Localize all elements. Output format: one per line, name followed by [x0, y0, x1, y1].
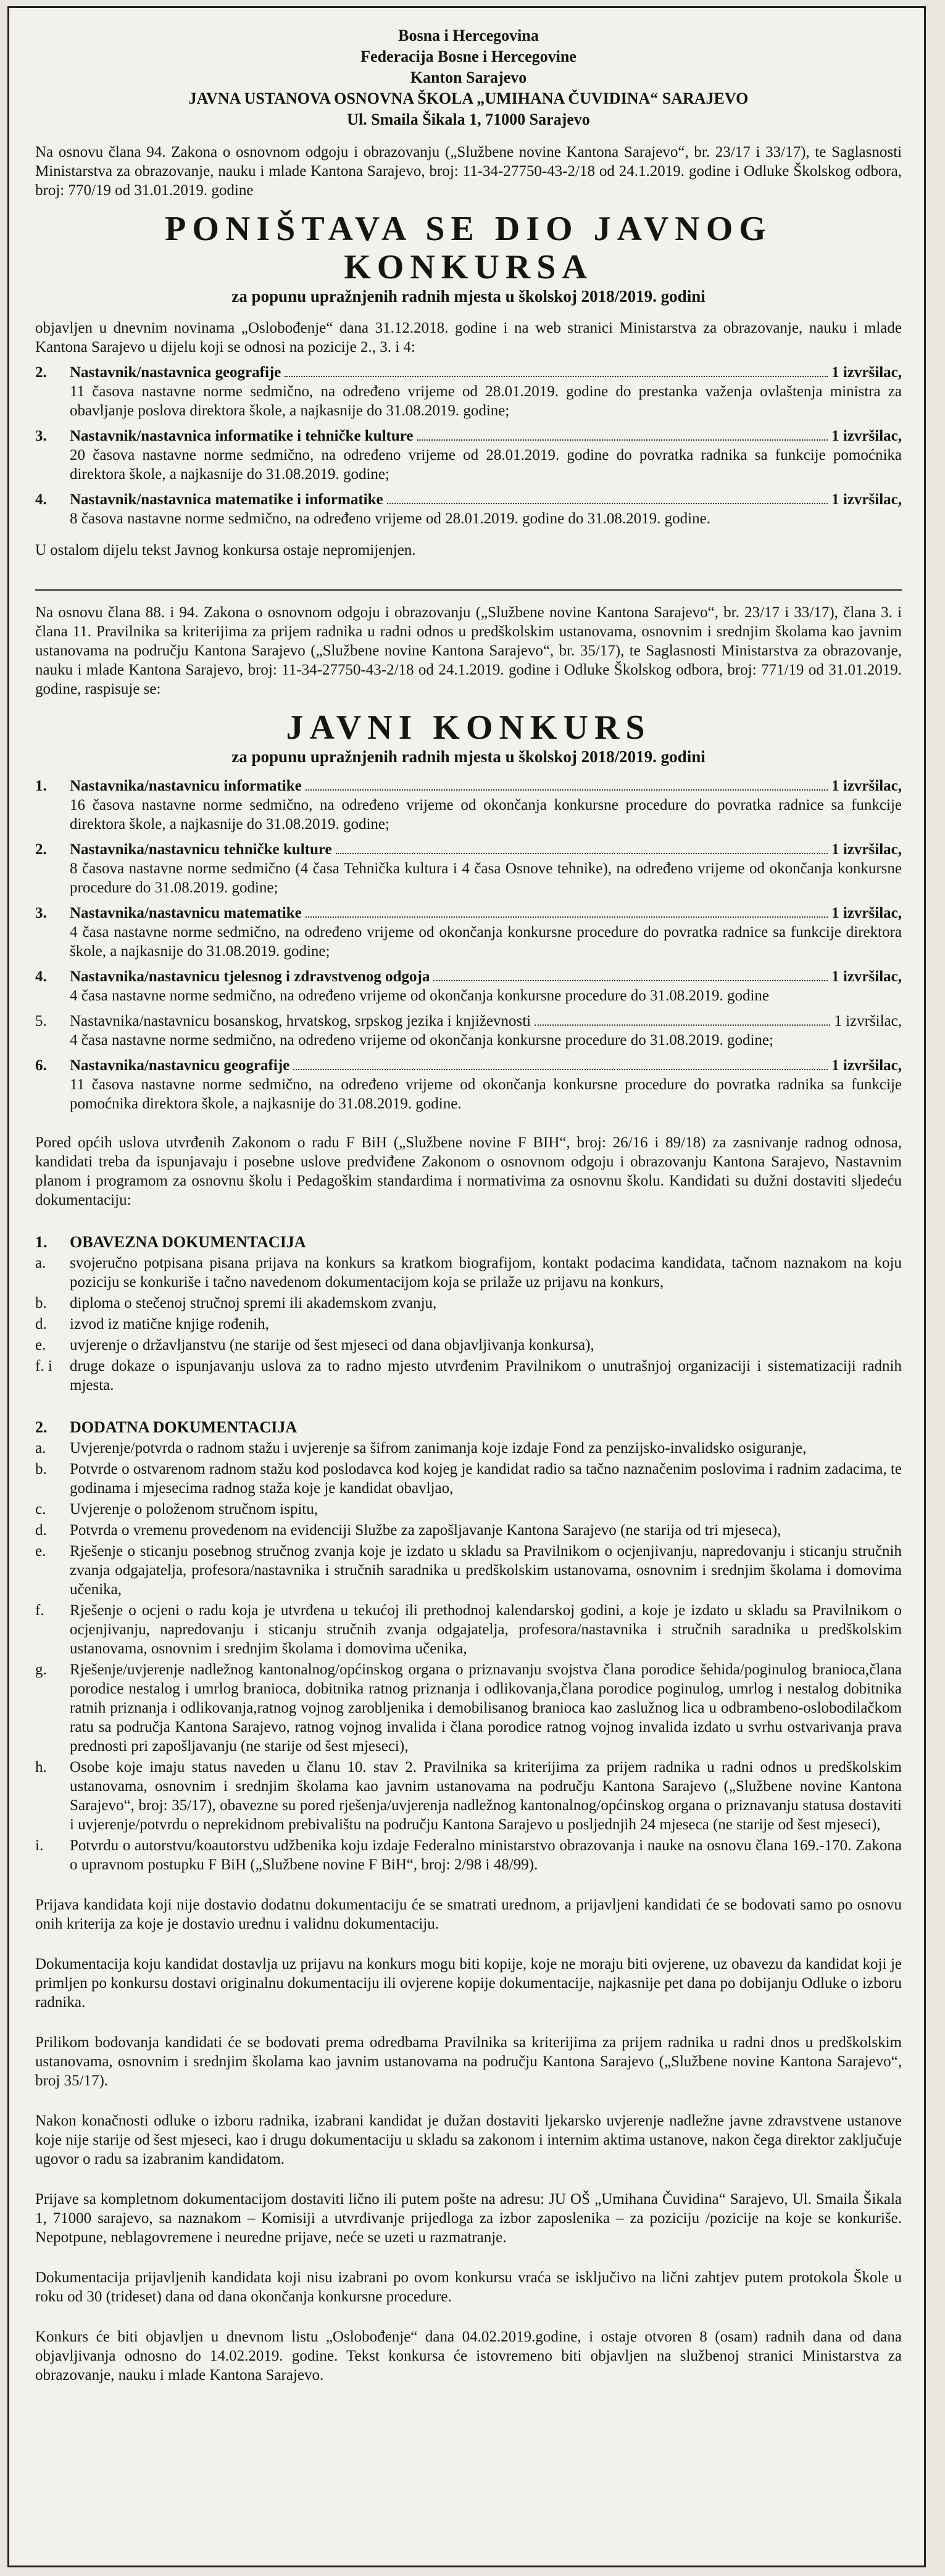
item-text: diploma o stečenoj stručnoj spremi ili akademskom zvanju,: [70, 1295, 437, 1311]
position-number: 6.: [35, 1057, 47, 1074]
item-text: Potvrdu o autorstvu/koautorstvu udžbenika koju izdaje Federalno ministarstvo obrazovanja i nauke na osnovu člana 169.-170. Zakona o upravnom postupku F BiH („Službene novine F BiH“, broj: 2/98 i 48/99).: [70, 1837, 902, 1873]
list-item: [35, 1836, 902, 1874]
item-text: Rješenje o sticanju posebnog stručnog zvanja koje je izdato u skladu sa Pravilnikom o ocjenjivanju, napredovanju i sticanju stručnih zvanja odgajatelja, profesora/nastavnika i stručnih saradnika u predškolskim ustanovama, osnovnim i srednjim školama i domovima učenika,: [70, 1543, 902, 1598]
item-letter: b.: [35, 1461, 47, 1477]
position-number: 4.: [35, 968, 47, 985]
list-item: [35, 1500, 902, 1519]
item-text: izvod iz matične knjige rođenih,: [70, 1316, 269, 1332]
open-position: [35, 967, 902, 1005]
closing-paragraph: Prijava kandidata koji nije dostavio dodatnu dokumentaciju će se smatrati urednom, a prijavljeni kandidati će se bodovati samo po osnovu onih kriterija za koje je dostavio urednu i validnu dokumentaciju.: [35, 1897, 902, 1932]
position-title: Nastavnik/nastavnica informatike i tehničke kulture: [70, 428, 414, 444]
header-canton: Kanton Sarajevo: [410, 69, 527, 86]
item-text: Rješenje o ocjeni o radu koja je utvrđena u tekućoj ili prethodnoj kalendarskoj godini, a koje je izdato u skladu sa Pravilnikom o ocjenjivanju, napredovanju i sticanju stručnih zvanja odgajatelja, profesora/nastavnika i stručnih saradnika u predškolskim ustanovama, osnovnim i srednjim školama i domovima učenika,: [70, 1602, 902, 1657]
item-letter: a.: [35, 1440, 46, 1456]
position-description: 4 časa nastavne norme sedmično, na određeno vrijeme od okončanja konkursne procedure do povratka radnice sa funkcije direktora škole, a najkasnije do 31.08.2019. godine;: [70, 924, 902, 960]
position-description: 16 časova nastavne norme sedmično, na određeno vrijeme od okončanja konkursne procedure do povratka radnice sa funkcije direktora škole, a najkasnije do 31.08.2019. godine;: [70, 797, 902, 833]
position-count: 1 izvršilac,: [834, 1013, 902, 1029]
position-count: 1 izvršilac,: [831, 841, 902, 858]
position-description: 8 časova nastavne norme sedmično, na određeno vrijeme od 28.01.2019. godine do 31.08.2019. godine.: [70, 510, 710, 527]
list-item: [35, 1336, 902, 1355]
position-number: 3.: [35, 428, 47, 444]
intro-paragraph-1: Na osnovu člana 94. Zakona o osnovnom odgoju i obrazovanju („Službene novine Kantona Sarajevo“, br. 23/17 i 33/17), te Saglasnosti Ministarstva za obrazovanje, nauku i mlade Kantona Sarajevo, broj: 11-34-27750-43-2/18 od 24.1.2019. godine i Odluke Školskog odbora, broj: 770/19 od 31.01.2019. godine: [35, 144, 902, 199]
header-federation: Federacija Bosne i Hercegovine: [360, 48, 577, 65]
document-page: [7, 6, 926, 2567]
position-title: Nastavnika/nastavnicu tehničke kulture: [70, 841, 332, 858]
competition-title: JAVNI KONKURS: [286, 708, 651, 747]
open-position: [35, 904, 902, 961]
position-title: Nastavnika/nastavnicu bosanskog, hrvatskog, srpskog jezika i književnosti: [70, 1013, 531, 1029]
list-item: [35, 1357, 902, 1395]
cancelled-position: [35, 363, 902, 420]
item-text: Rješenje/uvjerenje nadležnog kantonalnog/općinskog organa o priznavanju svojstva člana porodice šehida/poginulog branioca,člana porodice nestalog i umrlog branioca, dobitnika ratnog priznanja i odlikovanja,člana porodice poginulog, umrlog i nestalog dobitnika ratnih priznanja i odlikovanja,ratnog vojnog zarobljenika i demobilisanog branioca kao zaslužnog lica u odbrambeno-oslobodilačkom ratu sa područja Kantona Sarajevo, ratnog vojnog invalida i člana porodice ratnog vojnog invalida izdato u svrhu ostvarivanja prava prednosti pri zapošljavanju (ne starije od šest mjeseci),: [70, 1661, 902, 1755]
item-text: Uvjerenje/potvrda o radnom stažu i uvjerenje sa šifrom zanimanja koje izdaje Fond za penzijsko-invalidsko osiguranje,: [70, 1440, 807, 1456]
item-text: Uvjerenje o položenom stručnom ispitu,: [70, 1501, 318, 1518]
position-title: Nastavnik/nastavnica matematike i informatike: [70, 491, 383, 508]
item-text: Potvrda o vremenu provedenom na evidenciji Službe za zapošljavanje Kantona Sarajevo (ne starija od tri mjeseca),: [70, 1522, 781, 1539]
position-description: 8 časova nastavne norme sedmično (4 časa Tehnička kultura i 4 časa Osnove tehnike), na određeno vrijeme od okončanja konkursne procedure do 31.08.2019. godine;: [70, 860, 902, 896]
intro-paragraph-2: Na osnovu člana 88. i 94. Zakona o osnovnom odgoju i obrazovanju („Službene novine Kantona Sarajevo“, br. 23/17 i 33/17), člana 3. i člana 11. Pravilnika sa kriterijima za prijem radnika u radni odnos u predškolskim ustanovama, osnovnim i srednjim školama kao javnim ustanovama na području Kantona Sarajevo („Službene novine Kantona Sarajevo“, br. 35/17), te Saglasnosti Ministarstva za obrazovanje, nauku i mlade Kantona Sarajevo, broj: 11-34-27750-43-2/18 od 24.1.2019. godine i Odluke Školskog odbora, broj: 771/19 od 31.01.2019. godine, raspisuje se:: [35, 604, 902, 697]
list-item: [35, 1521, 902, 1540]
position-number: 5.: [35, 1013, 47, 1029]
list-item: [35, 1601, 902, 1658]
position-count: 1 izvršilac,: [831, 428, 902, 444]
open-position: [35, 1056, 902, 1113]
item-text: uvjerenje o državljanstvu (ne starije od šest mjeseci od dana objavljivanja konkursa),: [70, 1337, 594, 1353]
header-country: Bosna i Hercegovina: [398, 27, 539, 44]
rest-unchanged-note: U ostalom dijelu tekst Javnog konkursa ostaje nepromijenjen.: [35, 542, 416, 559]
section-number: 1.: [35, 1233, 48, 1251]
closing-paragraph: Prijave sa kompletnom dokumentacijom dostaviti lično ili putem pošte na adresu: JU OŠ „Umihana Čuvidina“ Sarajevo, Ul. Smaila Šikala 1, 71000 sarajevo, sa naznakom – Komisiji a utvrđivanje prijedloga za izbor zaposlenika – za poziciju /pozicije na koje se konkuriše. Nepotpune, neblagovremene i neuredne prijave, neće se uzeti u razmatranje.: [35, 2191, 902, 2246]
item-letter: g.: [35, 1661, 47, 1678]
open-position: [35, 1012, 902, 1050]
item-text: druge dokaze o ispunjavanju uslova za to radno mjesto utvrđenim Pravilnikom o unutrašnjoj organizaciji i sistematizaciji radnih mjesta.: [70, 1358, 902, 1394]
position-title: Nastavnika/nastavnicu informatike: [70, 778, 302, 794]
position-description: 11 časova nastavne norme sedmično, na određeno vrijeme od okončanja konkursne procedure do povratka radnika sa funkcije pomoćnika direktora škole, a najkasnije do 31.08.2019. godine.: [70, 1076, 902, 1112]
list-item: [35, 1660, 902, 1756]
position-count: 1 izvršilac,: [831, 778, 902, 794]
published-paragraph: objavljen u dnevnim novinama „Oslobođenje“ dana 31.12.2018. godine i na web stranici Ministarstva za obrazovanje, nauku i mlade Kantona Sarajevo u dijelu koji se odnosi na pozicije 2., 3. i 4:: [35, 320, 902, 355]
cancelled-position: [35, 426, 902, 484]
section-divider: [35, 589, 902, 591]
list-item: [35, 1439, 902, 1458]
item-letter: a.: [35, 1255, 46, 1271]
position-number: 2.: [35, 841, 47, 858]
competition-subtitle: za popunu upražnjenih radnih mjesta u školskoj 2018/2019. godini: [231, 747, 706, 766]
position-number: 3.: [35, 905, 47, 921]
closing-paragraph: Dokumentacija koju kandidat dostavlja uz prijavu na konkurs mogu biti kopije, koje ne moraju biti ovjerene, uz obavezu da kandidat koji je primljen po konkursu dostavi originalnu dokumentaciju ili ovjerene kopije dokumentacije, najkasnije pet dana po dobijanju Odluke o izboru radnika.: [35, 1956, 902, 2011]
list-item: [35, 1460, 902, 1498]
list-item: [35, 1758, 902, 1834]
position-description: 20 časova nastavne norme sedmično, na određeno vrijeme od 28.01.2019. godine do povratka radnika sa funkcije pomoćnika direktora škole, a najkasnije do 31.08.2019. godine;: [70, 447, 902, 483]
document-header: [35, 25, 902, 130]
position-count: 1 izvršilac,: [831, 491, 902, 508]
position-count: 1 izvršilac,: [831, 905, 902, 921]
closing-paragraph: Prilikom bodovanja kandidati će se bodovati prema odredbama Pravilnika sa kriterijima za prijem radnika u radni dnos u predškolskim ustanovama, osnovnim i srednjim školama kao javnim ustanovama na području Kantona Sarajevo („Službene novine Kantona Sarajevo“, broj 35/17).: [35, 2034, 902, 2089]
header-school-name: JAVNA USTANOVA OSNOVNA ŠKOLA „UMIHANA ČUVIDINA“ SARAJEVO: [188, 89, 749, 107]
cancelled-positions-list: [35, 363, 902, 528]
list-item: [35, 1542, 902, 1599]
item-letter: i.: [35, 1837, 44, 1854]
position-count: 1 izvršilac,: [831, 968, 902, 985]
list-item: [35, 1315, 902, 1334]
position-description: 4 časa nastavne norme sedmično, na određeno vrijeme od okončanja konkursne procedure do 31.08.2019. godine: [70, 987, 769, 1004]
cancelled-position: [35, 490, 902, 528]
item-letter: d.: [35, 1316, 47, 1332]
list-item: [35, 1253, 902, 1292]
item-letter: e.: [35, 1337, 46, 1353]
item-letter: f.: [35, 1602, 44, 1619]
list-item: [35, 1294, 902, 1313]
closing-paragraph: Dokumentacija prijavljenih kandidata koji nisu izabrani po ovom konkursu vraća se isključivo na lični zahtjev putem protokola Škole u roku od 30 (trideset) dana od dana okončanja konkursne procedure.: [35, 2269, 902, 2305]
position-count: 1 izvršilac,: [831, 364, 902, 381]
item-letter: h.: [35, 1759, 47, 1776]
item-letter: b.: [35, 1295, 47, 1311]
cancellation-title: PONIŠTAVA SE DIO JAVNOG KONKURSA: [165, 210, 772, 286]
item-letter: d.: [35, 1522, 47, 1539]
mandatory-documents-section: [35, 1233, 902, 1395]
section-number: 2.: [35, 1418, 48, 1436]
section-title: OBAVEZNA DOKUMENTACIJA: [70, 1233, 306, 1251]
position-number: 2.: [35, 364, 47, 381]
item-text: svojeručno potpisana pisana prijava na konkurs sa kratkom biografijom, kontakt podacima kandidata, tačnom naznakom na koju poziciju se konkuriše i tačno navedenom dokumentacijom koja se prilaže uz prijavu na konkurs,: [70, 1255, 902, 1290]
section-title: DODATNA DOKUMENTACIJA: [70, 1418, 298, 1436]
cancellation-subtitle: za popunu upražnjenih radnih mjesta u školskoj 2018/2019. godini: [231, 287, 706, 305]
position-title: Nastavnika/nastavnicu geografije: [70, 1057, 290, 1074]
item-letter: f. i: [35, 1358, 52, 1374]
header-address: Ul. Smaila Šikala 1, 71000 Sarajevo: [347, 110, 590, 128]
open-position: [35, 840, 902, 897]
item-text: Potvrde o ostvarenom radnom stažu kod poslodavca kod kojeg je kandidat radio sa tačno naznačenim poslovima i radnim zadacima, te godinama i mjesecima radnog staža koje je kandidat obavljao,: [70, 1461, 902, 1497]
item-text: Osobe koje imaju status naveden u članu 10. stav 2. Pravilnika sa kriterijima za prijem radnika u radni odnos u predškolskim ustanovama, osnovnim i srednjim školama kao javnim ustanovama na području Kantona Sarajevo („Službene novine Kantona Sarajevo“, broj: 35/17), obavezne su pored rješenja/uvjerenja nadležnog kantonalnog/općinskog organa o priznavanju statusa dostaviti i uvjerenje/potvrdu o neprekidnom prebivalištu na području Kantona Sarajevo u posljednjih 24 mjeseca (ne starije od šest mjeseci),: [70, 1759, 902, 1833]
open-positions-list: [35, 776, 902, 1113]
position-description: 4 časa nastavne norme sedmično, na određeno vrijeme od okončanja konkursne procedure do 31.08.2019. godine;: [70, 1032, 773, 1049]
closing-paragraph: Nakon konačnosti odluke o izboru radnika, izabrani kandidat je dužan dostaviti ljekarsko uvjerenje nadležne javne zdravstvene ustanove koje nije starije od šest mjeseci, kao i drugu dokumentaciju u skladu sa zakonom i internim aktima ustanove, nakon čega direktor zaključuje ugovor o radu sa izabranim kandidatom.: [35, 2113, 902, 2167]
open-position: [35, 776, 902, 834]
position-title: Nastavnika/nastavnicu matematike: [70, 905, 302, 921]
item-letter: c.: [35, 1501, 46, 1518]
general-conditions-paragraph: Pored općih uslova utvrđenih Zakonom o radu F BiH („Službene novine F BIH“, broj: 26/16 i 89/18) za zasnivanje radnog odnosa, kandidati treba da ispunjavaju i posebne uslove predviđene Zakonom o osnovnom odgoju i obrazovanju Kantona Sarajevo, Nastavnim planom i programom za osnovnu školu i Pedagoškim standardima i normativima za osnovnu školu. Kandidati su dužni dostaviti sljedeću dokumentaciju:: [35, 1134, 902, 1208]
closing-paragraph: Konkurs će biti objavljen u dnevnom listu „Oslobođenje“ dana 04.02.2019.godine, i ostaje otvoren 8 (osam) radnih dana od dana objavljivanja odnosno do 14.02.2019. godine. Tekst konkursa će istovremeno biti objavljen na službenoj stranici Ministarstva za obrazovanje, nauku i mlade Kantona Sarajevo.: [35, 2329, 902, 2383]
position-description: 11 časova nastavne norme sedmično, na određeno vrijeme od 28.01.2019. godine do prestanka važenja ovlaštenja ministra za obavljanje poslova direktora škole, a najkasnije do 31.08.2019. godine;: [70, 383, 902, 419]
position-title: Nastavnik/nastavnica geografije: [70, 364, 281, 381]
position-count: 1 izvršilac,: [831, 1057, 902, 1074]
additional-documents-section: [35, 1418, 902, 1874]
position-number: 4.: [35, 491, 47, 508]
item-letter: e.: [35, 1543, 46, 1560]
closing-paragraphs: [35, 1895, 902, 2385]
position-number: 1.: [35, 778, 47, 794]
position-title: Nastavnika/nastavnicu tjelesnog i zdravstvenog odgoja: [70, 968, 430, 985]
